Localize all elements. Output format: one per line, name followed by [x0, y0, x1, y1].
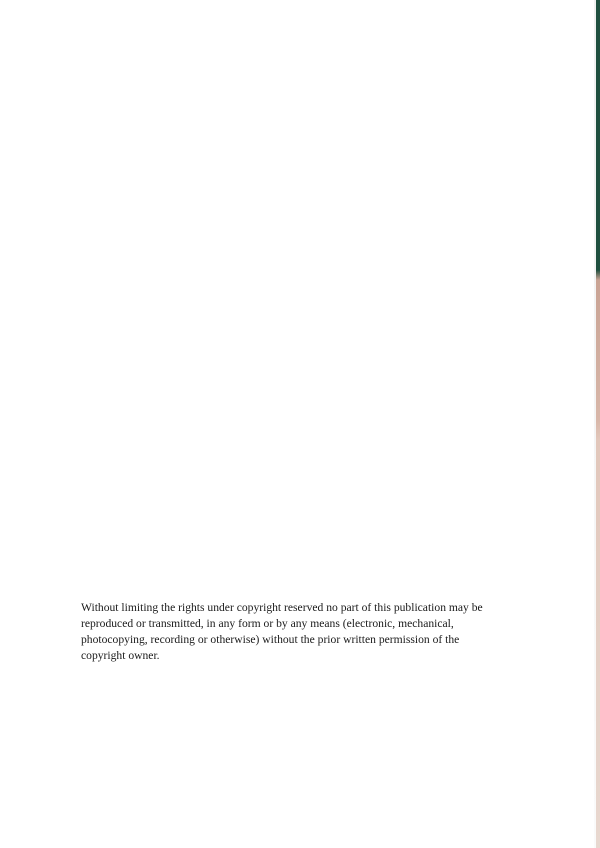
page-edge-strip	[596, 0, 600, 848]
copyright-notice: Without limiting the rights under copyright reserved no part of this publication may be reproduced or transmitted, in any form or by any means (electronic, mechanical, photocopying, recording or otherwise) without the prior written permission of the copyright owner.	[81, 601, 483, 662]
